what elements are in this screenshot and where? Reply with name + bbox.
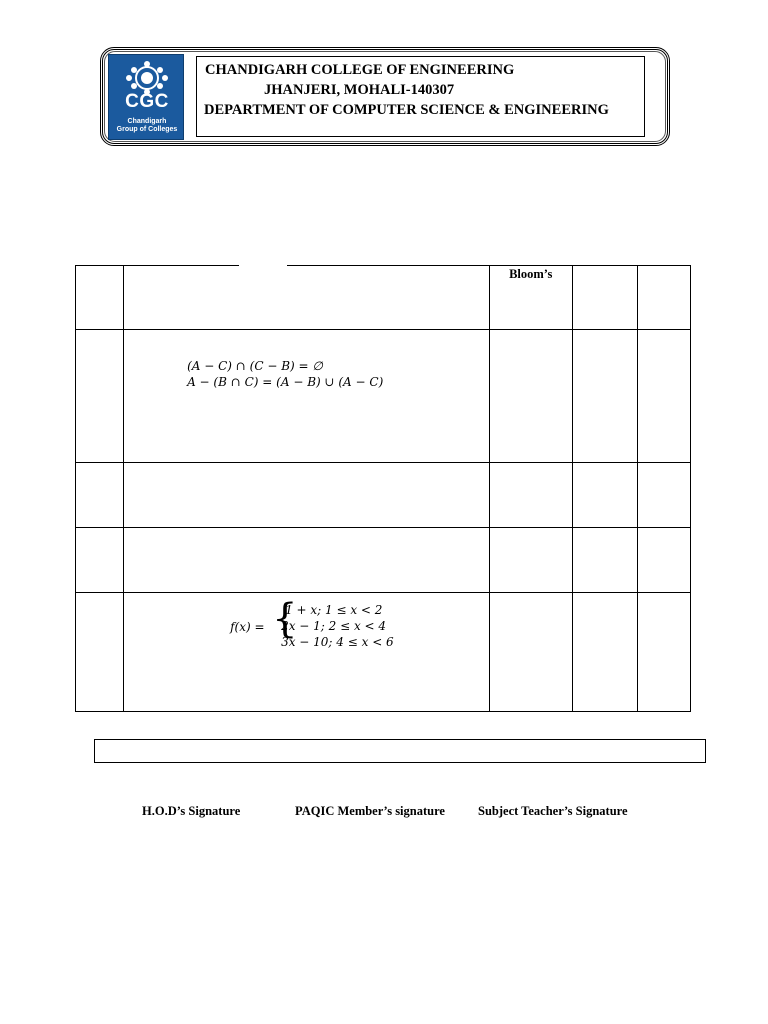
set-equation-2: A − (B ∩ C) = (A − B) ∪ (A − C) (187, 375, 384, 389)
hod-signature-label: H.O.D’s Signature (142, 804, 241, 818)
row-cell-col4 (572, 463, 637, 528)
row-cell-no (76, 593, 124, 712)
logo-subtitle-1: Chandigarh (127, 118, 167, 125)
department-name: DEPARTMENT OF COMPUTER SCIENCE & ENGINEERING (204, 102, 609, 118)
piecewise-brace: { (272, 596, 298, 642)
header-gap (239, 260, 287, 266)
piecewise-case-1: 1 + x; 1 ≤ x < 2 (285, 603, 383, 617)
college-name: CHANDIGARH COLLEGE OF ENGINEERING (205, 62, 515, 78)
paqic-signature-label: PAQIC Member’s signature (295, 804, 445, 818)
row-cell-col5 (637, 330, 690, 463)
row-cell-question (124, 330, 490, 463)
row-cell-col4 (572, 528, 637, 593)
row-cell-col5 (637, 463, 690, 528)
function-label: f(x) = (230, 620, 265, 634)
row-cell-col5 (637, 593, 690, 712)
gear-emblem-icon (123, 61, 171, 95)
header-cell-col4 (572, 266, 637, 330)
header-cell-blooms (489, 266, 572, 330)
piecewise-case-2: 2x − 1; 2 ≤ x < 4 (281, 619, 387, 633)
piecewise-case-3: 3x − 10; 4 ≤ x < 6 (281, 635, 394, 649)
row-cell-question (124, 528, 490, 593)
blooms-label: Bloom’s (509, 267, 553, 281)
set-equation-1: (A − C) ∩ (C − B) = ∅ (187, 359, 323, 373)
header-cell-no (76, 266, 124, 330)
table-row (76, 593, 691, 712)
header-cell-col5 (637, 266, 690, 330)
row-cell-col4 (572, 593, 637, 712)
college-address: JHANJERI, MOHALI-140307 (264, 82, 455, 98)
row-cell-blooms (489, 330, 572, 463)
table-row (76, 463, 691, 528)
table-row (76, 528, 691, 593)
table-row (76, 330, 691, 463)
question-table (75, 265, 691, 712)
row-cell-question (124, 593, 490, 712)
row-cell-blooms (489, 463, 572, 528)
logo-subtitle-2: Group of Colleges (116, 126, 178, 133)
table-header-row (76, 266, 691, 330)
row-cell-no (76, 330, 124, 463)
row-cell-col5 (637, 528, 690, 593)
row-cell-blooms (489, 593, 572, 712)
row-cell-no (76, 463, 124, 528)
teacher-signature-label: Subject Teacher’s Signature (478, 804, 628, 818)
row-cell-blooms (489, 528, 572, 593)
row-cell-no (76, 528, 124, 593)
row-cell-question (124, 463, 490, 528)
header-cell-question (124, 266, 490, 330)
college-logo (108, 54, 184, 140)
note-box (94, 739, 706, 763)
logo-text: CGC (125, 91, 169, 112)
row-cell-col4 (572, 330, 637, 463)
